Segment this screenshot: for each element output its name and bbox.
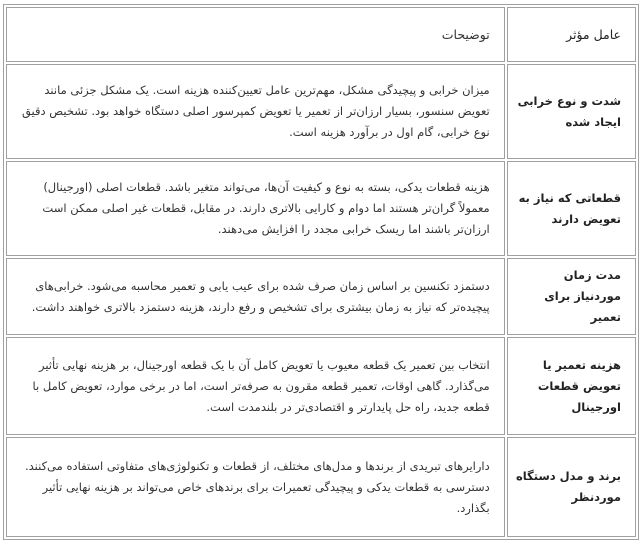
factor-cell: شدت و نوع خرابی ایجاد شده xyxy=(507,64,636,159)
table-row xyxy=(6,258,636,335)
cost-factors-table-wrapper xyxy=(3,4,639,540)
header-factor: عامل مؤثر xyxy=(507,7,636,62)
description-cell: هزینه قطعات یدکی، بسته به نوع و کیفیت آن‌ها، می‌تواند متغیر باشد. قطعات اصلی (اورجینال) معمولاً گران‌تر هستند اما دوام و کارایی بالاتری دارند. در مقابل، قطعات غیر اصلی ممکن است ارزان‌تر باشند اما ریسک خرابی مجدد را افزایش می‌دهند. xyxy=(6,161,505,256)
table-header-row xyxy=(6,7,636,62)
header-description: توضیحات xyxy=(6,7,505,62)
table-row xyxy=(6,161,636,256)
factor-cell: برند و مدل دستگاه موردنظر xyxy=(507,437,636,537)
factor-cell: قطعاتی که نیاز به تعویض دارند xyxy=(507,161,636,256)
table-row xyxy=(6,64,636,159)
table-row xyxy=(6,437,636,537)
factor-cell: مدت زمان موردنیاز برای تعمیر xyxy=(507,258,636,335)
description-cell: میزان خرابی و پیچیدگی مشکل، مهم‌ترین عامل تعیین‌کننده هزینه است. یک مشکل جزئی مانند تعویض سنسور، بسیار ارزان‌تر از تعمیر یا تعویض کمپرسور اصلی دستگاه خواهد بود. تشخیص دقیق نوع خرابی، گام اول در برآورد هزینه است. xyxy=(6,64,505,159)
description-cell: دارایرهای تبریدی از برندها و مدل‌های مختلف، از قطعات و تکنولوژی‌های متفاوتی استفاده می‌کنند. دسترسی به قطعات یدکی و پیچیدگی تعمیرات برای برندهای خاص می‌تواند بر هزینه نهایی تأثیر بگذارد. xyxy=(6,437,505,537)
factor-cell: هزینه تعمیر یا تعویض قطعات اورجینال xyxy=(507,337,636,435)
cost-factors-table xyxy=(3,4,639,540)
description-cell: انتخاب بین تعمیر یک قطعه معیوب یا تعویض کامل آن با یک قطعه اورجینال، بر هزینه نهایی تأثیر می‌گذارد. گاهی اوقات، تعمیر قطعه مقرون به صرفه‌تر است، اما در برخی موارد، تعویض کامل با قطعه جدید، راه حل پایدارتر و اقتصادی‌تر در بلندمدت است. xyxy=(6,337,505,435)
table-row xyxy=(6,337,636,435)
description-cell: دستمزد تکنسین بر اساس زمان صرف شده برای عیب یابی و تعمیر محاسبه می‌شود. خرابی‌های پیچیده‌تر که نیاز به زمان بیشتری برای تشخیص و رفع دارند، هزینه دستمزد بالاتری خواهند داشت. xyxy=(6,258,505,335)
